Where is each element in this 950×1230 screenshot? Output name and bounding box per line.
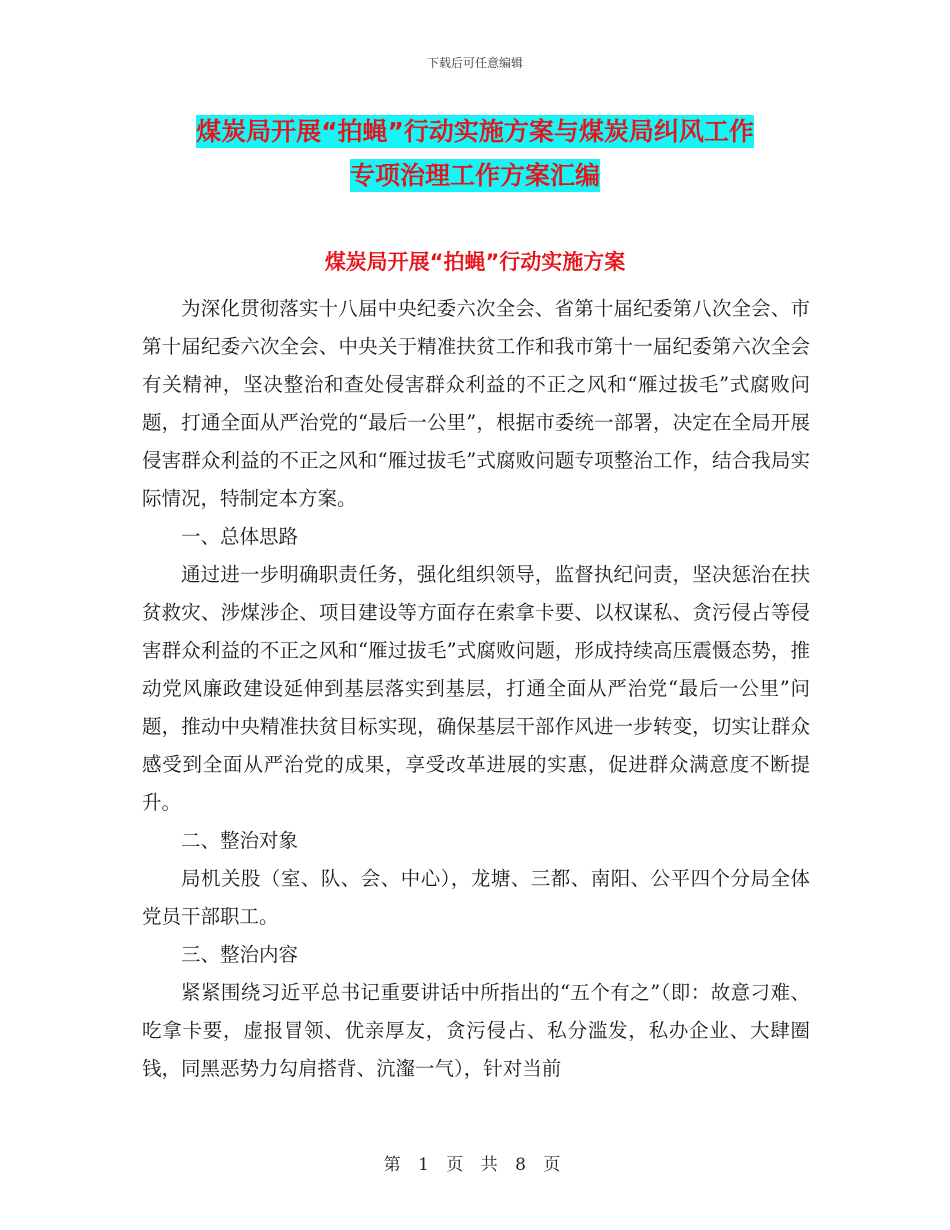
document-title — [0, 110, 950, 198]
document-title-line-1: 煤炭局开展“拍蝇”行动实施方案与煤炭局纠风工作 — [196, 117, 754, 146]
body-paragraph: 通过进一步明确职责任务，强化组织领导，监督执纪问责，坚决惩治在扶贫救灾、涉煤涉企、项目建设等方面存在索拿卡要、以权谋私、贪污侵占等侵害群众利益的不正之风和“雁过拔毛”式腐败问题，形成持续高压震慑态势，推动党风廉政建设延伸到基层落实到基层，打通全面从严治党“最后一公里”问题，推动中央精准扶贫目标实现，确保基层干部作风进一步转变，切实让群众感受到全面从严治党的成果，享受改革进展的实惠，促进群众满意度不断提升。 — [142, 563, 810, 814]
body-paragraph: 紧紧围绕习近平总书记重要讲话中所指出的“五个有之”（即：故意刁难、吃拿卡要，虚报冒领、优亲厚友，贪污侵占、私分滥发，私办企业、大肆圈钱，同黑恶势力勾肩搭背、沆瀣一气），针对当前 — [142, 981, 810, 1080]
document-title-line-2: 专项治理工作方案汇编 — [349, 161, 600, 190]
body-paragraph: 为深化贯彻落实十八届中央纪委六次全会、省第十届纪委第八次全会、市第十届纪委六次全会、中央关于精准扶贫工作和我市第十一届纪委第六次全会有关精神，坚决整治和查处侵害群众利益的不正之风和“雁过拔毛”式腐败问题，打通全面从严治党的“最后一公里”，根据市委统一部署，决定在全局开展侵害群众利益的不正之风和“雁过拔毛”式腐败问题专项整治工作，结合我局实际情况，特制定本方案。 — [142, 297, 810, 510]
page-number-footer: 第 1 页 共 8 页 — [383, 1155, 567, 1175]
body-paragraph: 局机关股（室、队、会、中心），龙塘、三都、南阳、公平四个分局全体党员干部职工。 — [142, 867, 810, 928]
header-note: 下载后可任意编辑 — [426, 56, 523, 70]
section-title: 煤炭局开展“拍蝇”行动实施方案 — [324, 250, 626, 274]
section-heading: 二、整治对象 — [181, 829, 299, 852]
document-body — [142, 290, 810, 1088]
section-heading: 一、总体思路 — [181, 525, 299, 548]
section-heading: 三、整治内容 — [181, 943, 299, 966]
